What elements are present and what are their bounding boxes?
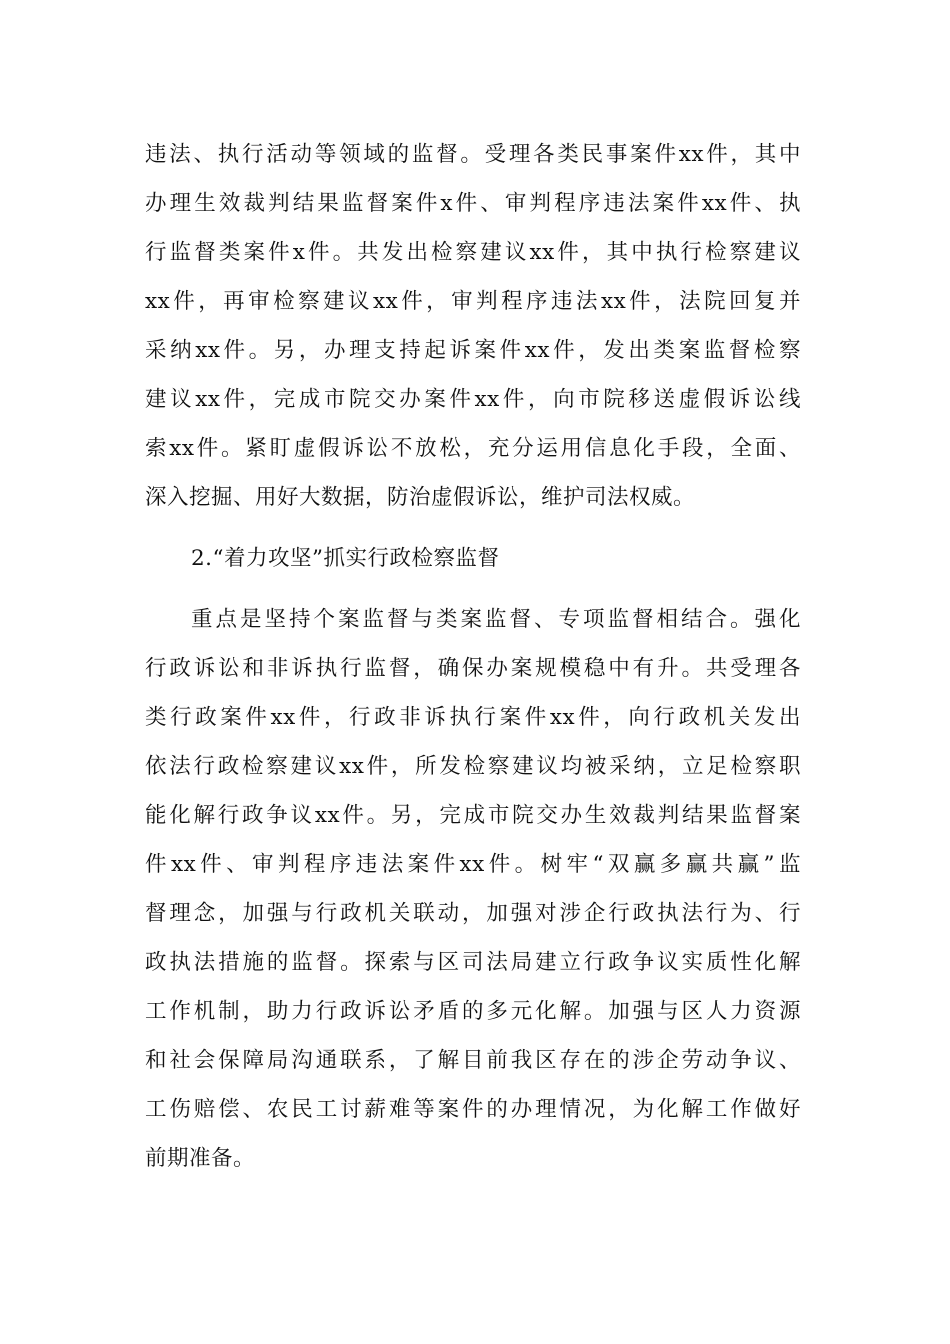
paragraph-spacer [145, 522, 801, 534]
paragraph-administrative-supervision [145, 595, 801, 1183]
paragraph-line: 类行政案件xx件，行政非诉执行案件xx件，向行政机关发出 [145, 705, 801, 730]
paragraph-line: 件xx件、审判程序违法案件xx件。树牢“双赢多赢共赢”监 [145, 852, 801, 877]
document-body [145, 130, 801, 1183]
paragraph-line: 工伤赔偿、农民工讨薪难等案件的办理情况，为化解工作做好 [145, 1097, 801, 1122]
paragraph-continued [145, 130, 801, 522]
paragraph-line: 督理念，加强与行政机关联动，加强对涉企行政执法行为、行 [145, 901, 801, 926]
paragraph-line: 办理生效裁判结果监督案件x件、审判程序违法案件xx件、执 [145, 191, 801, 216]
paragraph-line: 深入挖掘、用好大数据，防治虚假诉讼，维护司法权威。 [145, 485, 696, 510]
paragraph-line: 索xx件。紧盯虚假诉讼不放松，充分运用信息化手段，全面、 [145, 436, 801, 461]
paragraph-line: 工作机制，助力行政诉讼矛盾的多元化解。加强与区人力资源 [145, 999, 801, 1024]
paragraph-line: 违法、执行活动等领域的监督。受理各类民事案件xx件，其中 [145, 142, 801, 167]
paragraph-line: 重点是坚持个案监督与类案监督、专项监督相结合。强化 [191, 607, 801, 632]
paragraph-line: 建议xx件，完成市院交办案件xx件，向市院移送虚假诉讼线 [145, 387, 801, 412]
paragraph-line: 能化解行政争议xx件。另，完成市院交办生效裁判结果监督案 [145, 803, 801, 828]
paragraph-line: 行政诉讼和非诉执行监督，确保办案规模稳中有升。共受理各 [145, 656, 801, 681]
paragraph-line: xx件，再审检察建议xx件，审判程序违法xx件，法院回复并 [145, 289, 801, 314]
paragraph-line: 采纳xx件。另，办理支持起诉案件xx件，发出类案监督检察 [145, 338, 801, 363]
paragraph-line: 和社会保障局沟通联系，了解目前我区存在的涉企劳动争议、 [145, 1048, 801, 1073]
paragraph-line: 前期准备。 [145, 1146, 256, 1171]
section-heading: 2.“着力攻坚”抓实行政检察监督 [191, 546, 500, 571]
paragraph-line: 政执法措施的监督。探索与区司法局建立行政争议实质性化解 [145, 950, 801, 975]
paragraph-line: 行监督类案件x件。共发出检察建议xx件，其中执行检察建议 [145, 240, 801, 265]
paragraph-spacer [145, 583, 801, 595]
paragraph-line: 依法行政检察建议xx件，所发检察建议均被采纳，立足检察职 [145, 754, 801, 779]
